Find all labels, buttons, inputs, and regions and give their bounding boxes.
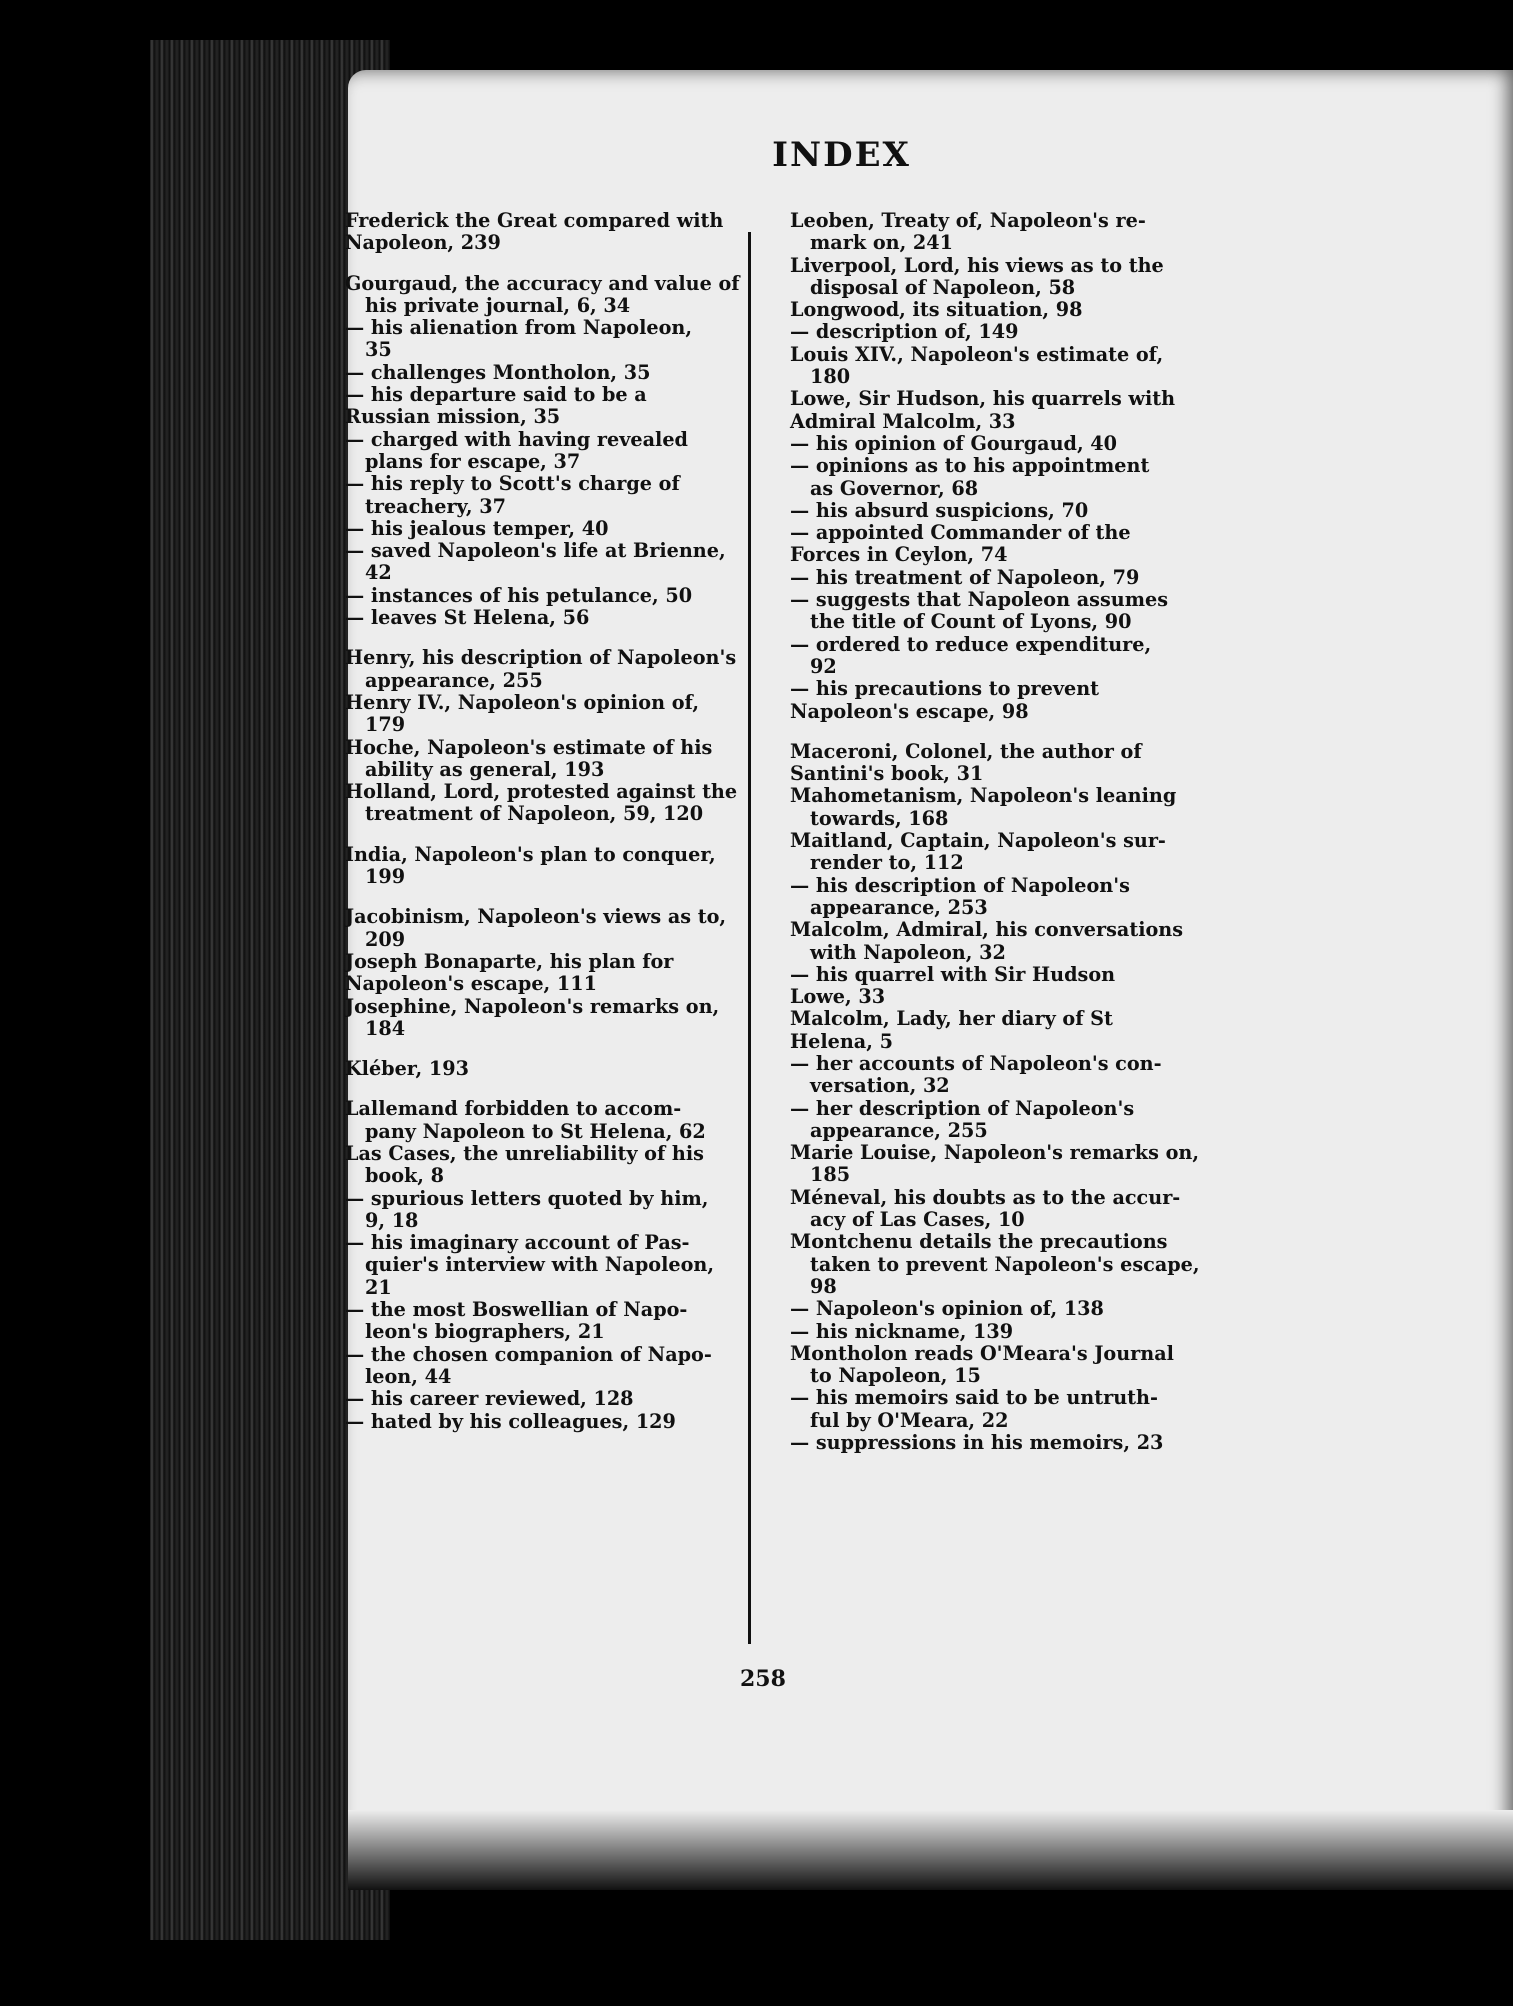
index-line: 9, 18: [365, 1208, 419, 1232]
index-line: Lallemand forbidden to accom-: [345, 1097, 682, 1121]
index-line: Henry, his description of Napoleon's: [345, 646, 737, 670]
index-line: — his jealous temper, 40: [345, 516, 609, 540]
index-line: Napoleon, 239: [345, 231, 501, 255]
index-line: Josephine, Napoleon's remarks on,: [345, 994, 720, 1018]
index-line: — description of, 149: [790, 320, 1019, 344]
index-line: Malcolm, Admiral, his conversations: [790, 918, 1184, 942]
index-line: appearance, 253: [810, 895, 988, 919]
index-line: Marie Louise, Napoleon's remarks on,: [790, 1141, 1200, 1165]
index-line: — his description of Napoleon's: [790, 873, 1130, 897]
index-line: Maceroni, Colonel, the author of: [790, 739, 1142, 763]
index-line: Méneval, his doubts as to the accur-: [790, 1185, 1181, 1209]
index-line: taken to prevent Napoleon's escape,: [810, 1252, 1200, 1276]
index-line: — opinions as to his appointment: [790, 454, 1150, 478]
index-line: 179: [365, 713, 406, 737]
index-line: mark on, 241: [810, 231, 953, 255]
index-line: 21: [365, 1275, 392, 1299]
index-line: — his precautions to prevent: [790, 677, 1100, 701]
index-line: Montchenu details the precautions: [790, 1230, 1168, 1254]
index-line: 98: [810, 1274, 837, 1298]
index-line: — his opinion of Gourgaud, 40: [790, 431, 1118, 455]
index-line: Mahometanism, Napoleon's leaning: [790, 784, 1177, 808]
page-number: 258: [740, 1666, 786, 1692]
index-line: — instances of his petulance, 50: [345, 583, 693, 607]
index-line: — the most Boswellian of Napo-: [345, 1298, 688, 1322]
index-line: Kléber, 193: [345, 1057, 469, 1081]
index-line: Admiral Malcolm, 33: [790, 409, 1016, 433]
index-line: appearance, 255: [810, 1118, 988, 1142]
index-line: Lowe, Sir Hudson, his quarrels with: [790, 387, 1176, 411]
index-line: — his memoirs said to be untruth-: [790, 1386, 1158, 1410]
index-line: the title of Count of Lyons, 90: [810, 610, 1132, 634]
index-line: — ordered to reduce expenditure,: [790, 632, 1152, 656]
index-line: as Governor, 68: [810, 476, 979, 500]
index-line: — his reply to Scott's charge of: [345, 472, 680, 496]
index-line: Las Cases, the unreliability of his: [345, 1141, 704, 1165]
index-line: — suggests that Napoleon assumes: [790, 588, 1169, 612]
index-line: — saved Napoleon's life at Brienne,: [345, 539, 726, 563]
index-line: disposal of Napoleon, 58: [810, 275, 1076, 299]
index-line: — his quarrel with Sir Hudson: [790, 962, 1116, 986]
index-line: — the chosen companion of Napo-: [345, 1342, 712, 1366]
index-line: with Napoleon, 32: [810, 940, 1006, 964]
index-line: 92: [810, 654, 837, 678]
index-line: Montholon reads O'Meara's Journal: [790, 1341, 1174, 1365]
index-line: to Napoleon, 15: [810, 1364, 981, 1388]
index-column-right: [790, 210, 1510, 1454]
index-line: — his imaginary account of Pas-: [345, 1231, 690, 1255]
index-line: Lowe, 33: [790, 985, 886, 1009]
index-line: — challenges Montholon, 35: [345, 360, 651, 384]
index-line: Henry IV., Napoleon's opinion of,: [345, 690, 700, 714]
index-line: towards, 168: [810, 806, 949, 830]
index-line: render to, 112: [810, 851, 964, 875]
index-line: versation, 32: [810, 1074, 950, 1098]
index-line: 185: [810, 1163, 851, 1187]
index-line: — his nickname, 139: [790, 1319, 1014, 1343]
index-line: Liverpool, Lord, his views as to the: [790, 253, 1164, 277]
index-line: — spurious letters quoted by him,: [345, 1186, 709, 1210]
index-line: Joseph Bonaparte, his plan for: [345, 949, 674, 973]
index-line: 209: [365, 927, 406, 951]
page-title: INDEX: [772, 135, 911, 175]
index-line: 42: [365, 561, 392, 585]
index-line: 180: [810, 365, 851, 389]
index-line: — charged with having revealed: [345, 427, 688, 451]
index-line: his private journal, 6, 34: [365, 293, 631, 317]
index-line: 35: [365, 338, 392, 362]
index-line: Gourgaud, the accuracy and value of: [345, 271, 740, 295]
index-line: ability as general, 193: [365, 757, 605, 781]
index-line: — Napoleon's opinion of, 138: [790, 1297, 1104, 1321]
index-line: — her description of Napoleon's: [790, 1096, 1135, 1120]
index-line: 199: [365, 865, 406, 889]
index-line: Leoben, Treaty of, Napoleon's re-: [790, 209, 1146, 232]
index-line: ful by O'Meara, 22: [810, 1408, 1009, 1432]
index-line: Malcolm, Lady, her diary of St: [790, 1007, 1113, 1031]
index-line: — his departure said to be a: [345, 383, 647, 407]
index-line: leon's biographers, 21: [365, 1320, 605, 1344]
index-line: — her accounts of Napoleon's con-: [790, 1051, 1162, 1075]
index-line: appearance, 255: [365, 668, 543, 692]
index-line: leon, 44: [365, 1364, 452, 1388]
index-line: acy of Las Cases, 10: [810, 1208, 1025, 1232]
index-line: [790, 723, 1510, 741]
index-line: Longwood, its situation, 98: [790, 298, 1083, 322]
index-line: pany Napoleon to St Helena, 62: [365, 1119, 706, 1143]
index-line: Santini's book, 31: [790, 762, 984, 786]
index-line: Jacobinism, Napoleon's views as to,: [345, 905, 727, 929]
index-line: Louis XIV., Napoleon's estimate of,: [790, 342, 1164, 366]
index-line: Frederick the Great compared with: [345, 209, 724, 232]
index-line: plans for escape, 37: [365, 449, 581, 473]
index-line: quier's interview with Napoleon,: [365, 1253, 715, 1277]
index-line: Hoche, Napoleon's estimate of his: [345, 735, 713, 759]
index-line: Forces in Ceylon, 74: [790, 543, 1008, 567]
index-line: Helena, 5: [790, 1029, 893, 1053]
index-line: — leaves St Helena, 56: [345, 606, 590, 630]
index-line: treatment of Napoleon, 59, 120: [365, 802, 704, 826]
index-line: — his alienation from Napoleon,: [345, 316, 693, 340]
page-bottom-shadow: [348, 1810, 1513, 1890]
index-line: — his treatment of Napoleon, 79: [790, 565, 1140, 589]
index-line: — appointed Commander of the: [790, 521, 1131, 545]
index-line: — suppressions in his memoirs, 23: [790, 1431, 1164, 1455]
index-line: Holland, Lord, protested against the: [345, 780, 738, 804]
index-line: Russian mission, 35: [345, 405, 561, 429]
index-line: treachery, 37: [365, 494, 506, 518]
column-divider: [748, 232, 751, 1644]
index-line: Napoleon's escape, 111: [345, 972, 597, 996]
index-line: Napoleon's escape, 98: [790, 699, 1029, 723]
index-line: — hated by his colleagues, 129: [345, 1409, 676, 1433]
index-line: 184: [365, 1016, 406, 1040]
index-line: Maitland, Captain, Napoleon's sur-: [790, 829, 1166, 853]
index-line: book, 8: [365, 1164, 445, 1188]
index-line: — his absurd suspicions, 70: [790, 498, 1089, 522]
index-line: India, Napoleon's plan to conquer,: [345, 842, 716, 866]
index-line: — his career reviewed, 128: [345, 1387, 634, 1411]
